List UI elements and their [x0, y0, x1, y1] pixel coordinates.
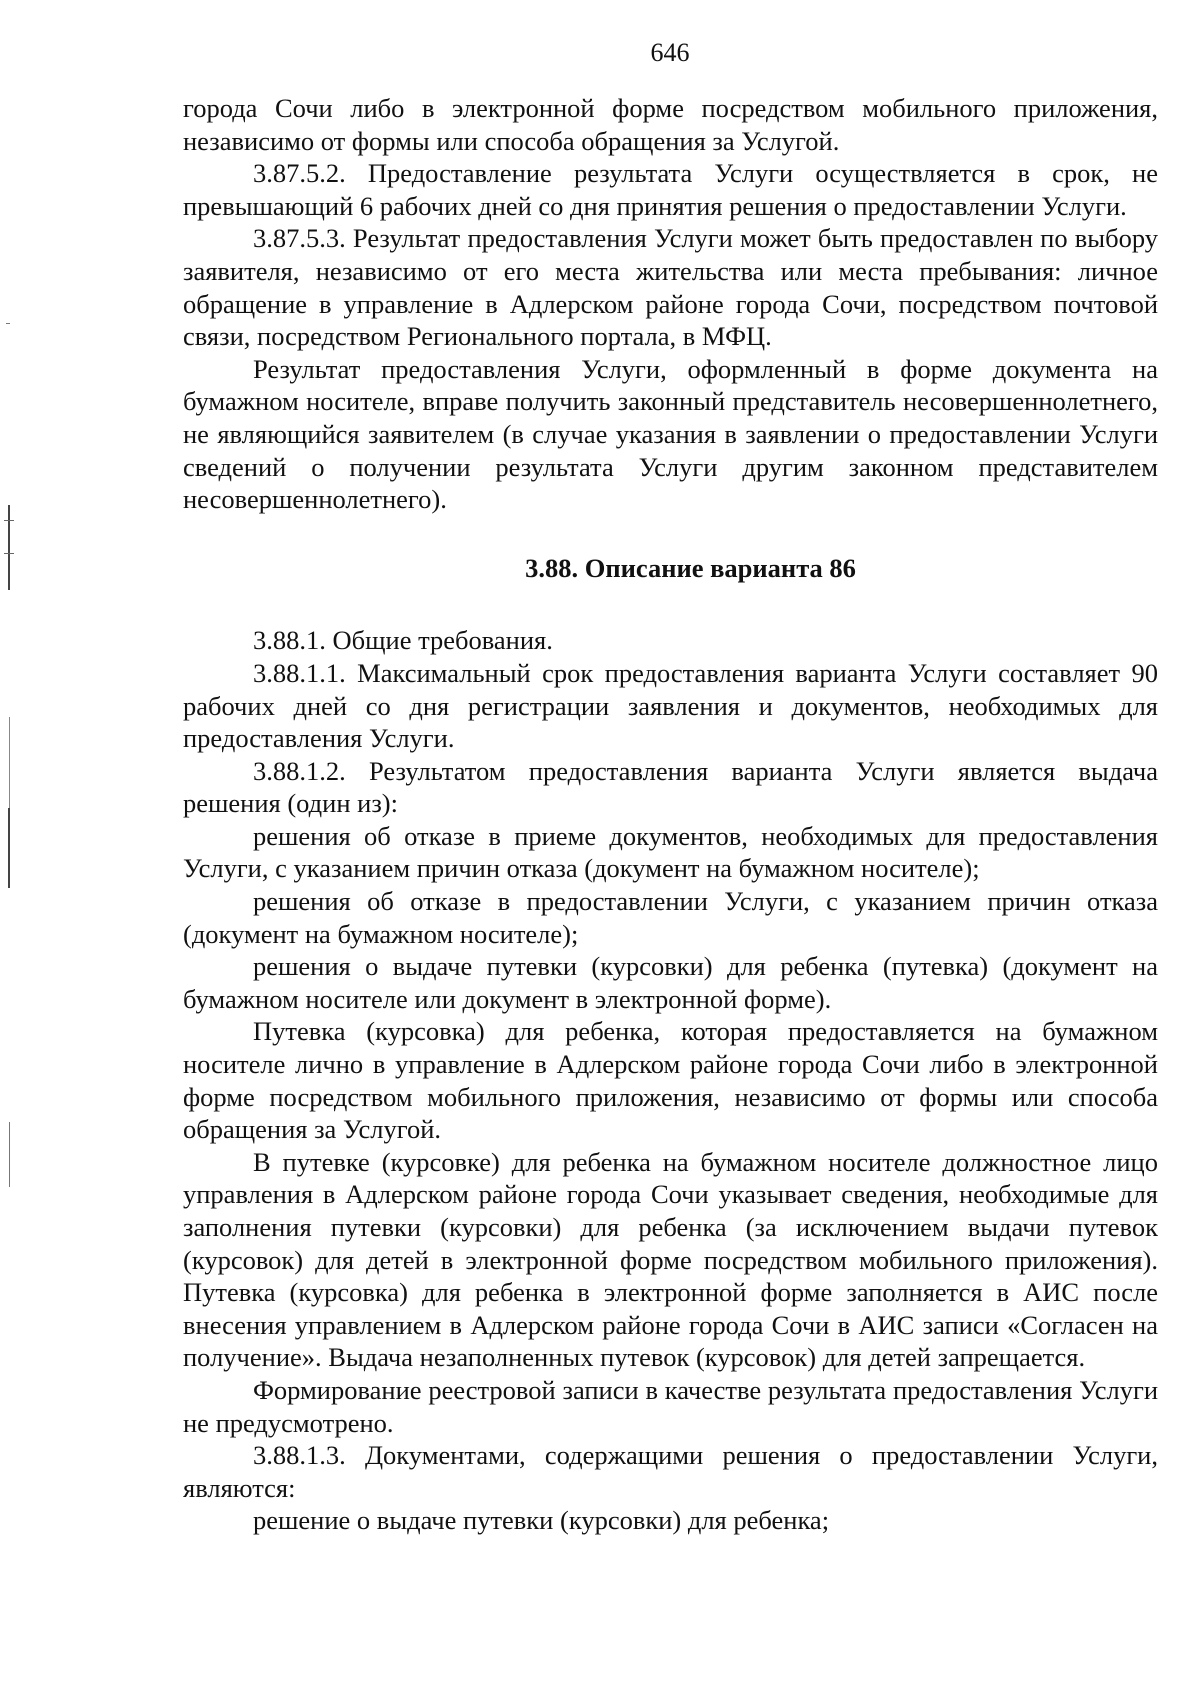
- paragraph-registry-record: Формирование реестровой записи в качестве результата предоставления Услуги не предусмотрено.: [183, 1374, 1158, 1438]
- list-item-refusal-documents: решения об отказе в приеме документов, необходимых для предоставления Услуги, с указанием причин отказа (документ на бумажном носителе);: [183, 820, 1158, 884]
- page-number: 646: [650, 38, 690, 67]
- paragraph-3-87-5-3: 3.87.5.3. Результат предоставления Услуги может быть предоставлен по выбору заявителя, независимо от его места жительства или места пребывания: личное обращение в управление в Адлерском районе города Сочи, посредством почтовой связи, посредством Регионального портала, в МФЦ.: [183, 223, 1158, 352]
- paragraph-3-88-1-1: 3.88.1.1. Максимальный срок предоставления варианта Услуги составляет 90 рабочих дней со дня регистрации заявления и документов, необходимых для предоставления Услуги.: [183, 657, 1158, 754]
- paragraph-3-87-5-2: 3.87.5.2. Предоставление результата Услуги осуществляется в срок, не превышающий 6 рабочих дней со дня принятия решения о предоставлении Услуги.: [183, 158, 1158, 221]
- paragraph-continuation: города Сочи либо в электронной форме посредством мобильного приложения, независимо от формы или способа обращения за Услугой.: [183, 93, 1158, 156]
- list-item-voucher-issue: решения о выдаче путевки (курсовки) для ребенка (путевка) (документ на бумажном носителе или документ в электронной форме).: [183, 951, 1158, 1014]
- paragraph-voucher-filling: В путевке (курсовке) для ребенка на бумажном носителе должностное лицо управления в Адлерском районе города Сочи указывает сведения, необходимые для заполнения путевки (курсовки) для ребенка (за исключением выдачи путевок (курсовок) для детей в электронной форме посредством мобильного приложения). Путевка (курсовка) для ребенка в электронной форме заполняется в АИС после внесения управлением в Адлерском районе города Сочи в АИС записи «Согласен на получение». Выдача незаполненных путевок (курсовок) для детей запрещается.: [183, 1146, 1158, 1373]
- paragraph-3-88-1-2: 3.88.1.2. Результатом предоставления варианта Услуги является выдача решения (один из):: [183, 755, 1158, 819]
- scan-artifact: [4, 520, 14, 521]
- document-body: [183, 92, 1158, 1537]
- list-item-voucher-decision: решение о выдаче путевки (курсовки) для ребенка;: [253, 1505, 830, 1536]
- scan-artifact: [8, 808, 10, 888]
- paragraph-voucher-provision: Путевка (курсовка) для ребенка, которая предоставляется на бумажном носителе лично в управление в Адлерском районе города Сочи либо в электронной форме посредством мобильного приложения, независимо от формы или способа обращения за Услугой.: [183, 1016, 1158, 1145]
- paragraph-3-88-1-3: 3.88.1.3. Документами, содержащими решения о предоставлении Услуги, являются:: [183, 1440, 1158, 1503]
- section-heading: 3.88. Описание варианта 86: [525, 552, 856, 583]
- scan-artifact: [6, 323, 10, 324]
- list-item-refusal-service: решения об отказе в предоставлении Услуги, с указанием причин отказа (документ на бумажном носителе);: [183, 886, 1158, 949]
- scan-artifact: [8, 505, 10, 590]
- scan-artifact: [4, 553, 14, 554]
- paragraph-3-88-1: 3.88.1. Общие требования.: [253, 625, 553, 656]
- scan-artifact: [9, 717, 10, 809]
- scan-artifact: [9, 1122, 10, 1187]
- paragraph-result-representative: Результат предоставления Услуги, оформленный в форме документа на бумажном носителе, вправе получить законный представитель несовершеннолетнего, не являющийся заявителем (в случае указания в заявлении о предоставлении Услуги сведений о получении результата Услуги другим законном представителем несовершеннолетнего).: [183, 353, 1158, 515]
